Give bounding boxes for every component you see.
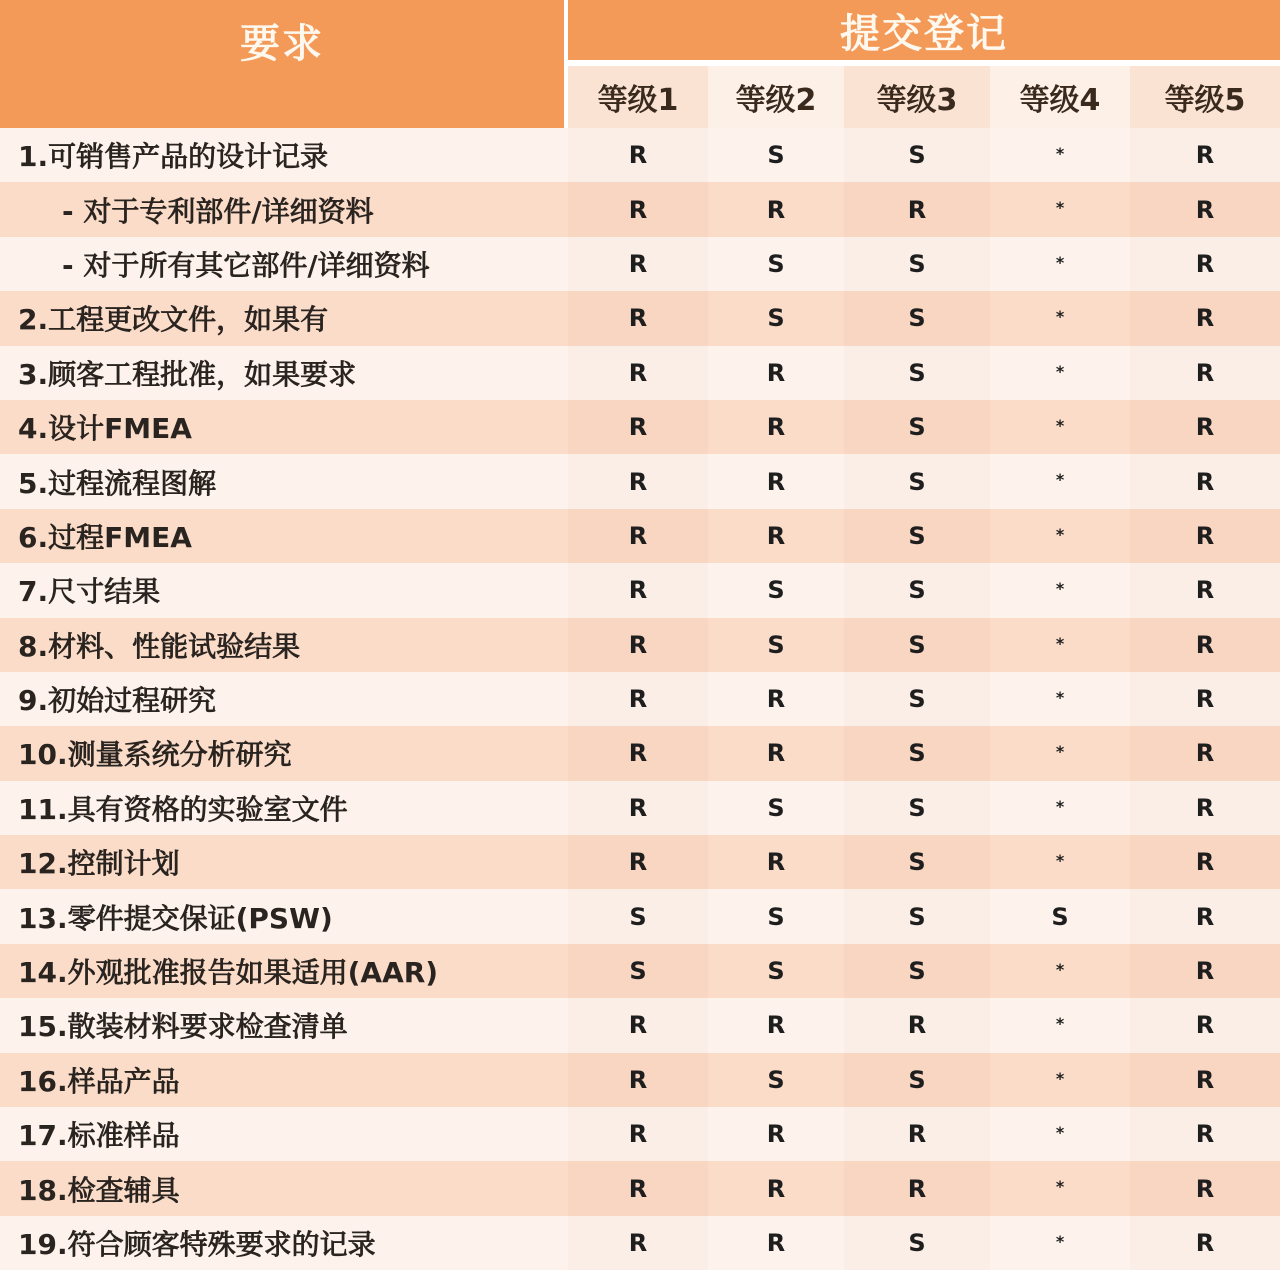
- level-2-value: R: [708, 1161, 844, 1215]
- table-row: [0, 726, 1280, 780]
- submission-level-header: 提交登记: [568, 0, 1280, 66]
- level-5-value: R: [1130, 889, 1280, 943]
- table-row: [0, 454, 1280, 508]
- requirement-label: 5.过程流程图解: [0, 454, 568, 508]
- requirement-label: 4.设计FMEA: [0, 400, 568, 454]
- requirement-label: 19.符合顾客特殊要求的记录: [0, 1216, 568, 1270]
- level-3-value: R: [844, 998, 990, 1052]
- level-4-value: *: [990, 454, 1130, 508]
- level-2-value: S: [708, 128, 844, 182]
- level-3-value: S: [844, 944, 990, 998]
- level-5-value: R: [1130, 237, 1280, 291]
- table-row: [0, 182, 1280, 236]
- level-3-value: S: [844, 1053, 990, 1107]
- level-5-value: R: [1130, 781, 1280, 835]
- level-1-value: S: [568, 889, 708, 943]
- level-1-value: R: [568, 128, 708, 182]
- level-1-value: R: [568, 509, 708, 563]
- level-2-header: 等级2: [708, 66, 844, 128]
- table-row: [0, 1161, 1280, 1215]
- level-5-value: R: [1130, 128, 1280, 182]
- requirement-label: 17.标准样品: [0, 1107, 568, 1161]
- level-3-value: S: [844, 346, 990, 400]
- level-3-value: S: [844, 781, 990, 835]
- level-2-value: R: [708, 400, 844, 454]
- level-4-value: *: [990, 509, 1130, 563]
- level-5-value: R: [1130, 1161, 1280, 1215]
- table-row: [0, 291, 1280, 345]
- table-row: [0, 944, 1280, 998]
- level-5-value: R: [1130, 1053, 1280, 1107]
- level-1-header: 等级1: [568, 66, 708, 128]
- table-body: [0, 128, 1280, 1270]
- level-1-value: R: [568, 237, 708, 291]
- level-1-value: R: [568, 346, 708, 400]
- table-row: [0, 509, 1280, 563]
- table-row: [0, 672, 1280, 726]
- level-1-value: R: [568, 726, 708, 780]
- table-row: [0, 346, 1280, 400]
- level-5-header: 等级5: [1130, 66, 1280, 128]
- level-2-value: S: [708, 237, 844, 291]
- level-3-value: S: [844, 128, 990, 182]
- level-3-value: S: [844, 237, 990, 291]
- level-4-value: *: [990, 944, 1130, 998]
- level-1-value: R: [568, 1216, 708, 1270]
- level-1-value: R: [568, 998, 708, 1052]
- level-2-value: R: [708, 998, 844, 1052]
- level-2-value: R: [708, 509, 844, 563]
- level-4-value: *: [990, 672, 1130, 726]
- level-2-value: R: [708, 672, 844, 726]
- level-4-value: *: [990, 400, 1130, 454]
- level-2-value: R: [708, 182, 844, 236]
- level-5-value: R: [1130, 182, 1280, 236]
- level-2-value: S: [708, 944, 844, 998]
- level-1-value: R: [568, 1053, 708, 1107]
- table-row: [0, 1107, 1280, 1161]
- level-1-value: R: [568, 454, 708, 508]
- level-2-value: S: [708, 1053, 844, 1107]
- table-row: [0, 563, 1280, 617]
- table-row: [0, 128, 1280, 182]
- table-row: [0, 400, 1280, 454]
- level-3-value: S: [844, 726, 990, 780]
- level-1-value: R: [568, 835, 708, 889]
- level-5-value: R: [1130, 509, 1280, 563]
- table-row: [0, 237, 1280, 291]
- level-5-value: R: [1130, 618, 1280, 672]
- level-4-value: *: [990, 237, 1130, 291]
- requirement-label: 10.测量系统分析研究: [0, 726, 568, 780]
- requirement-label: 3.顾客工程批准，如果要求: [0, 346, 568, 400]
- requirement-label: - 对于所有其它部件/详细资料: [0, 237, 568, 291]
- level-4-value: *: [990, 1216, 1130, 1270]
- table-row: [0, 998, 1280, 1052]
- level-3-value: S: [844, 618, 990, 672]
- level-1-value: R: [568, 618, 708, 672]
- requirement-label: - 对于专利部件/详细资料: [0, 182, 568, 236]
- requirement-label: 6.过程FMEA: [0, 509, 568, 563]
- level-3-value: S: [844, 291, 990, 345]
- level-4-value: *: [990, 346, 1130, 400]
- level-5-value: R: [1130, 672, 1280, 726]
- table-row: [0, 1053, 1280, 1107]
- table-row: [0, 889, 1280, 943]
- level-4-value: *: [990, 291, 1130, 345]
- level-4-value: S: [990, 889, 1130, 943]
- table-row: [0, 835, 1280, 889]
- requirement-label: 14.外观批准报告如果适用(AAR): [0, 944, 568, 998]
- level-1-value: R: [568, 182, 708, 236]
- level-5-value: R: [1130, 400, 1280, 454]
- level-4-value: *: [990, 998, 1130, 1052]
- level-5-value: R: [1130, 835, 1280, 889]
- level-2-value: R: [708, 346, 844, 400]
- level-3-value: S: [844, 454, 990, 508]
- level-3-value: S: [844, 509, 990, 563]
- level-1-value: R: [568, 1107, 708, 1161]
- level-4-value: *: [990, 726, 1130, 780]
- level-1-value: S: [568, 944, 708, 998]
- level-4-value: *: [990, 563, 1130, 617]
- level-2-value: R: [708, 454, 844, 508]
- level-1-value: R: [568, 291, 708, 345]
- level-3-value: R: [844, 1107, 990, 1161]
- level-1-value: R: [568, 563, 708, 617]
- requirement-label: 15.散装材料要求检查清单: [0, 998, 568, 1052]
- level-5-value: R: [1130, 726, 1280, 780]
- level-1-value: R: [568, 400, 708, 454]
- level-5-value: R: [1130, 291, 1280, 345]
- level-4-value: *: [990, 1053, 1130, 1107]
- requirement-label: 16.样品产品: [0, 1053, 568, 1107]
- level-1-value: R: [568, 672, 708, 726]
- level-2-value: R: [708, 1107, 844, 1161]
- table-row: [0, 618, 1280, 672]
- level-3-value: S: [844, 889, 990, 943]
- requirement-label: 2.工程更改文件，如果有: [0, 291, 568, 345]
- level-5-value: R: [1130, 1107, 1280, 1161]
- level-4-value: *: [990, 182, 1130, 236]
- level-2-value: R: [708, 1216, 844, 1270]
- requirement-header: 要求: [0, 0, 568, 128]
- level-5-value: R: [1130, 346, 1280, 400]
- level-3-value: S: [844, 563, 990, 617]
- requirement-label: 11.具有资格的实验室文件: [0, 781, 568, 835]
- requirement-label: 1.可销售产品的设计记录: [0, 128, 568, 182]
- level-3-value: R: [844, 182, 990, 236]
- requirement-label: 13.零件提交保证(PSW): [0, 889, 568, 943]
- level-2-value: S: [708, 618, 844, 672]
- level-3-value: S: [844, 835, 990, 889]
- level-2-value: R: [708, 726, 844, 780]
- requirement-label: 7.尺寸结果: [0, 563, 568, 617]
- level-2-value: S: [708, 889, 844, 943]
- level-4-value: *: [990, 781, 1130, 835]
- level-5-value: R: [1130, 1216, 1280, 1270]
- requirement-label: 18.检查辅具: [0, 1161, 568, 1215]
- level-3-value: S: [844, 672, 990, 726]
- level-3-header: 等级3: [844, 66, 990, 128]
- level-4-value: *: [990, 1161, 1130, 1215]
- level-4-value: *: [990, 618, 1130, 672]
- table-row: [0, 1216, 1280, 1270]
- level-4-value: *: [990, 128, 1130, 182]
- level-2-value: S: [708, 563, 844, 617]
- level-3-value: S: [844, 1216, 990, 1270]
- level-3-value: S: [844, 400, 990, 454]
- level-5-value: R: [1130, 944, 1280, 998]
- requirement-label: 9.初始过程研究: [0, 672, 568, 726]
- table-row: [0, 781, 1280, 835]
- level-2-value: S: [708, 781, 844, 835]
- level-1-value: R: [568, 1161, 708, 1215]
- level-4-value: *: [990, 1107, 1130, 1161]
- requirement-label: 8.材料、性能试验结果: [0, 618, 568, 672]
- requirement-label: 12.控制计划: [0, 835, 568, 889]
- level-1-value: R: [568, 781, 708, 835]
- level-4-header: 等级4: [990, 66, 1130, 128]
- level-3-value: R: [844, 1161, 990, 1215]
- level-2-value: R: [708, 835, 844, 889]
- level-2-value: S: [708, 291, 844, 345]
- level-5-value: R: [1130, 563, 1280, 617]
- level-5-value: R: [1130, 998, 1280, 1052]
- level-5-value: R: [1130, 454, 1280, 508]
- level-4-value: *: [990, 835, 1130, 889]
